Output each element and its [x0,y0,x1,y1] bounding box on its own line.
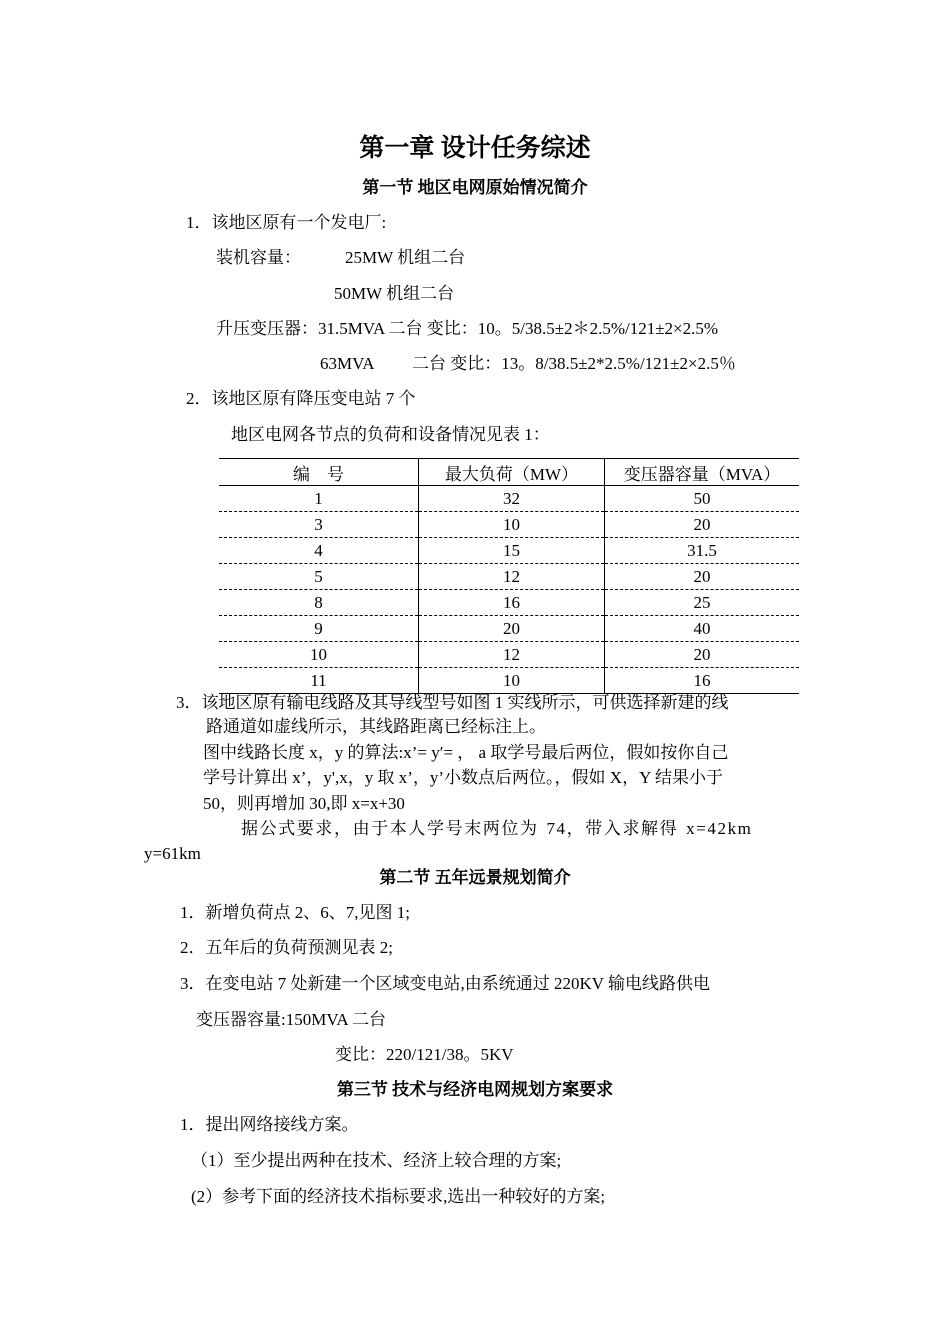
table-header-row [219,459,799,486]
cell-capacity: 20 [605,564,800,590]
cell-capacity: 20 [605,642,800,668]
section-2-item-3: 3．在变电站 7 处新建一个区域变电站,由系统通过 220KV 输电线路供电 [180,974,710,993]
cell-number: 3 [219,512,419,538]
table-row [219,564,799,590]
transformer-line-2-ratio: 二台 变比：13。8/38.5±2*2.5%/121±2×2.5％ [412,354,736,373]
table-row [219,486,799,512]
cell-max-load: 20 [419,616,605,642]
section-1-item-1: 1．该地区原有一个发电厂: [186,213,387,232]
cell-max-load: 12 [419,564,605,590]
section-1-item-3-line-5: 50，则再增加 30,即 x=x+30 [203,794,405,813]
section-1-item-3-line-4: 学号计算出 x’，y',x，y 取 x’，y’小数点后两位。，假如 X，Y 结果小于 [203,768,723,787]
cell-number: 1 [219,486,419,512]
cell-capacity: 31.5 [605,538,800,564]
section-3-title: 第三节 技术与经济电网规划方案要求 [336,1080,614,1099]
transformer-line-2-capacity: 63MVA [320,354,375,373]
section-2-transformer: 变压器容量:150MVA 二台 [196,1010,387,1029]
capacity-line-1: 25MW 机组二台 [345,248,466,267]
column-header-number: 编 号 [219,459,419,486]
table-row [219,642,799,668]
cell-number: 10 [219,642,419,668]
cell-capacity: 40 [605,616,800,642]
cell-number: 5 [219,564,419,590]
chapter-title: 第一章 设计任务综述 [359,135,591,162]
section-1-item-3-line-2: 路通道如虚线所示，其线路距离已经标注上。 [206,717,546,736]
table-row [219,668,799,694]
capacity-line-2: 50MW 机组二台 [334,284,455,303]
cell-capacity: 20 [605,512,800,538]
section-2-title: 第二节 五年远景规划简介 [379,868,571,887]
cell-max-load: 15 [419,538,605,564]
transformer-line-1: 升压变压器：31.5MVA 二台 变比：10。5/38.5±2＊2.5%/121±2×2.5% [216,319,719,338]
section-3-sub-2: (2）参考下面的经济技术指标要求,选出一种较好的方案; [191,1187,606,1206]
table-row [219,512,799,538]
cell-capacity: 16 [605,668,800,694]
cell-number: 8 [219,590,419,616]
table-caption: 地区电网各节点的负荷和设备情况见表 1： [231,425,550,444]
cell-max-load: 16 [419,590,605,616]
column-header-transformer-capacity: 变压器容量（MVA） [605,459,800,486]
cell-capacity: 50 [605,486,800,512]
table-row [219,538,799,564]
section-1-item-3-line-1: 3．该地区原有输电线路及其导线型号如图 1 实线所示，可供选择新建的线 [176,693,729,712]
section-2-item-1: 1．新增负荷点 2、6、7,见图 1; [180,903,410,922]
section-3-item-1: 1．提出网络接线方案。 [180,1115,359,1134]
section-3-sub-1: （1）至少提出两种在技术、经济上较合理的方案; [191,1151,562,1170]
section-2-item-2: 2．五年后的负荷预测见表 2; [180,938,393,957]
table-row [219,616,799,642]
column-header-max-load: 最大负荷（MW） [419,459,605,486]
section-2-ratio: 变比：220/121/38。5KV [335,1045,514,1064]
section-1-item-3-line-7: y=61km [144,844,201,863]
capacity-label: 装机容量： [216,248,301,267]
table-row [219,590,799,616]
cell-number: 9 [219,616,419,642]
cell-capacity: 25 [605,590,800,616]
load-equipment-table [219,458,799,694]
section-1-title: 第一节 地区电网原始情况简介 [362,178,588,197]
cell-max-load: 32 [419,486,605,512]
section-1-item-2: 2．该地区原有降压变电站 7 个 [186,389,416,408]
cell-max-load: 10 [419,668,605,694]
section-1-item-3-line-6: 据公式要求，由于本人学号末两位为 74，带入求解得 x=42km [241,819,753,838]
section-1-item-3-line-3: 图中线路长度 x，y 的算法:x’= y′= ， a 取学号最后两位，假如按你自己 [203,743,729,762]
cell-number: 11 [219,668,419,694]
cell-max-load: 10 [419,512,605,538]
cell-number: 4 [219,538,419,564]
cell-max-load: 12 [419,642,605,668]
